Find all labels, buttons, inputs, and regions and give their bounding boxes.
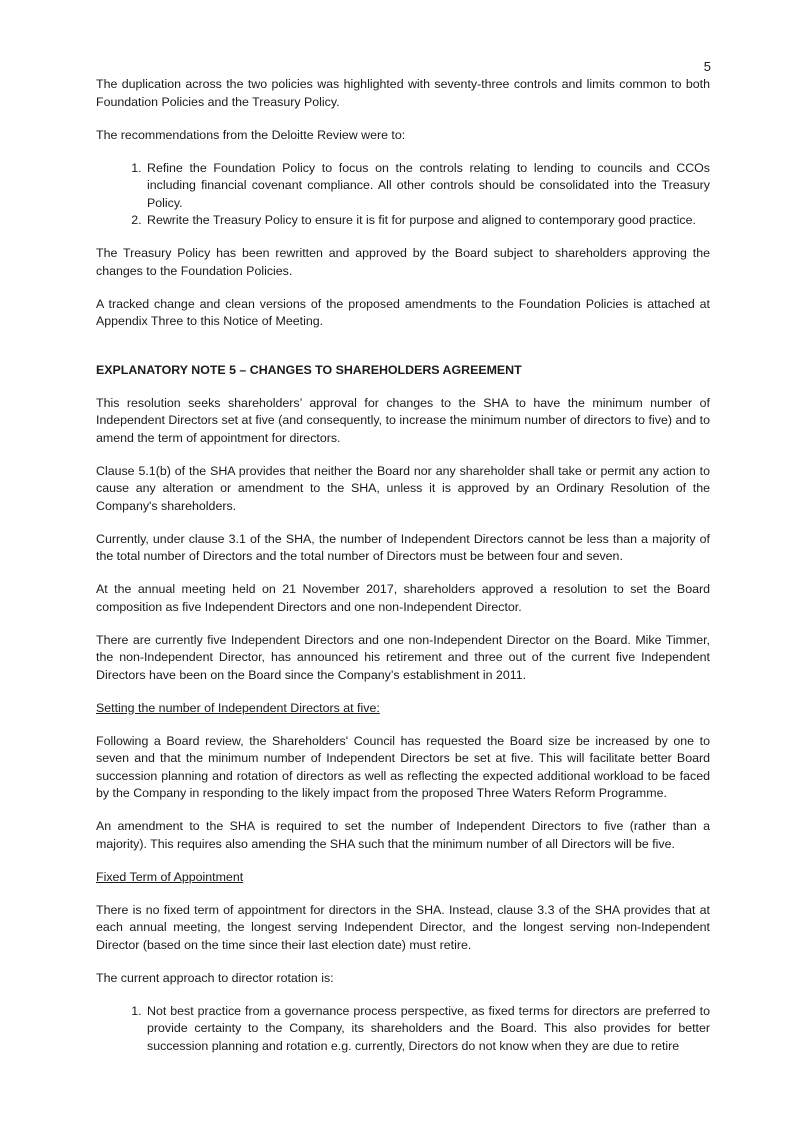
list-item: 1. Refine the Foundation Policy to focus on the controls relating to lending to councils and CCOs including financial covenant compliance. All other controls should be consolidated into the Treasury Policy. bbox=[145, 160, 710, 213]
paragraph-tracked-change: A tracked change and clean versions of the proposed amendments to the Foundation Policies is attached at Appendix Three to this Notice of Meeting. bbox=[96, 296, 710, 328]
paragraph-treasury-policy: The Treasury Policy has been rewritten and approved by the Board subject to shareholders approving the changes to the Foundation Policies. bbox=[96, 246, 710, 278]
list-item: 1. Not best practice from a governance process perspective, as fixed terms for directors are preferred to provide certainty to the Company, its shareholders and the Board. This also provides for better succession planning and rotation e.g. currently, Directors do not know when they are due to retire bbox=[145, 1003, 710, 1056]
page-number: 5 bbox=[703, 59, 711, 74]
paragraph-rotation-intro: The current approach to director rotation is: bbox=[96, 970, 334, 985]
rotation-list bbox=[96, 1003, 710, 1056]
page-content bbox=[96, 76, 710, 1071]
paragraph-duplication: The duplication across the two policies was highlighted with seventy-three controls and limits common to both Foundation Policies and the Treasury Policy. bbox=[96, 77, 710, 109]
paragraph-clause-3-1: Currently, under clause 3.1 of the SHA, the number of Independent Directors cannot be less than a majority of the total number of Directors and the total number of Directors must be between four and seven. bbox=[96, 531, 710, 563]
subheading-fixed-term: Fixed Term of Appointment bbox=[96, 869, 244, 884]
paragraph-no-fixed-term: There is no fixed term of appointment for directors in the SHA. Instead, clause 3.3 of the SHA provides that at each annual meeting, the longest serving Independent Director, and the longest serving non-Independent Director (based on the time since their last election date) must retire. bbox=[96, 902, 710, 952]
paragraph-board-review: Following a Board review, the Shareholders' Council has requested the Board size be increased by one to seven and that the minimum number of Independent Directors be set at five. This will facilitate better Board succession planning and rotation of directors as well as reflecting the expected additional workload to be faced by the Company in responding to the likely impact from the proposed Three Waters Reform Programme. bbox=[96, 733, 710, 800]
paragraph-current-directors: There are currently five Independent Directors and one non-Independent Director on the Board. Mike Timmer, the non-Independent Director, has announced his retirement and three out of the current five Independent Directors have been on the Board since the Company’s establishment in 2011. bbox=[96, 632, 710, 682]
paragraph-resolution: This resolution seeks shareholders’ approval for changes to the SHA to have the minimum number of Independent Directors set at five (and consequently, to increase the minimum number of directors to five) and to amend the term of appointment for directors. bbox=[96, 395, 710, 445]
paragraph-amendment: An amendment to the SHA is required to set the number of Independent Directors to five (rather than a majority). This requires also amending the SHA such that the minimum number of all Directors will be five. bbox=[96, 819, 710, 851]
paragraph-clause-5-1b: Clause 5.1(b) of the SHA provides that neither the Board nor any shareholder shall take or permit any action to cause any alteration or amendment to the SHA, unless it is approved by an Ordinary Resolution of the Company's shareholders. bbox=[96, 463, 710, 513]
subheading-independent-directors: Setting the number of Independent Directors at five: bbox=[96, 700, 380, 715]
recommendations-list bbox=[96, 160, 710, 230]
paragraph-annual-meeting: At the annual meeting held on 21 November 2017, shareholders approved a resolution to set the Board composition as five Independent Directors and one non-Independent Director. bbox=[96, 582, 710, 614]
section-heading: EXPLANATORY NOTE 5 – CHANGES TO SHAREHOLDERS AGREEMENT bbox=[96, 362, 522, 377]
list-item: 2. Rewrite the Treasury Policy to ensure it is fit for purpose and aligned to contemporary good practice. bbox=[145, 212, 710, 230]
paragraph-recommendations-intro: The recommendations from the Deloitte Review were to: bbox=[96, 127, 406, 142]
